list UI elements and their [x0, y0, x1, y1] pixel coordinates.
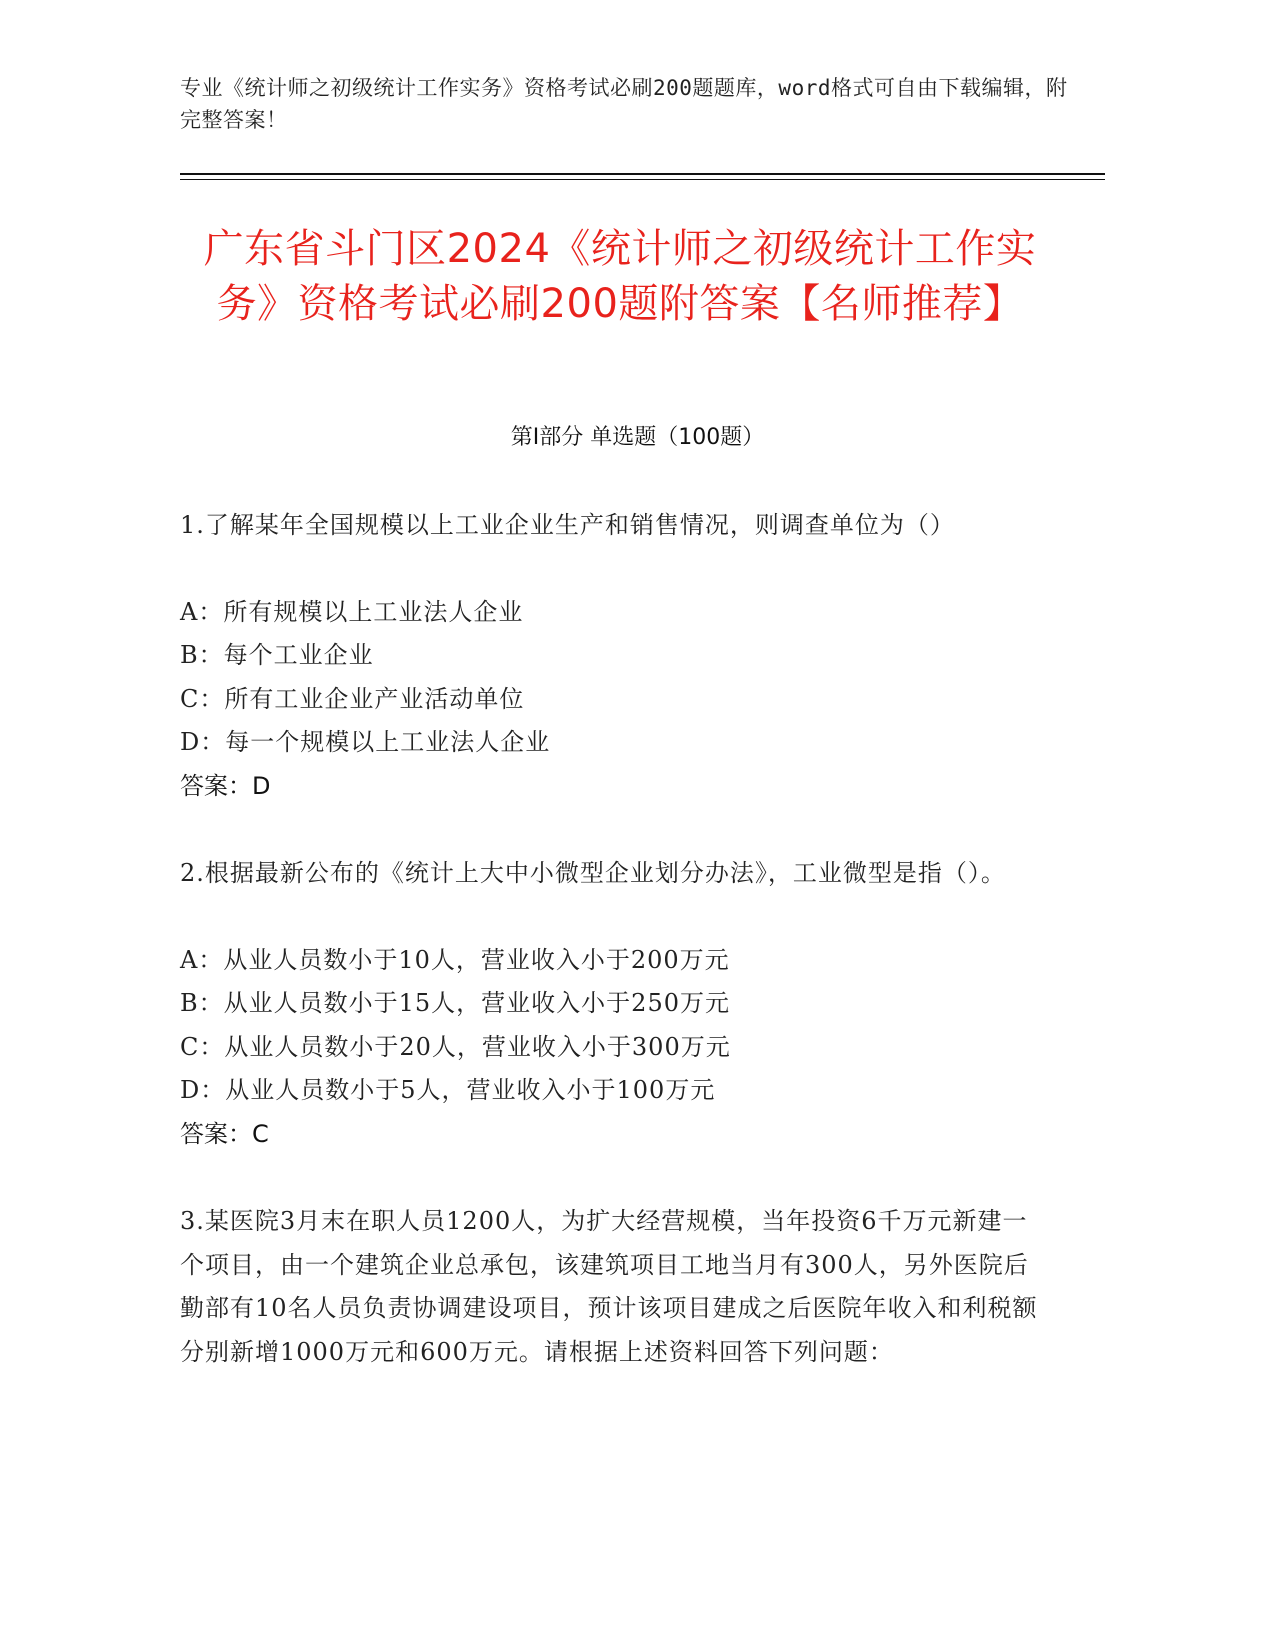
header-note: 专业《统计师之初级统计工作实务》资格考试必刷200题题库，word格式可自由下载编辑，附完整答案！ [180, 76, 1068, 132]
question-1-option-a: A：所有规模以上工业法人企业 [180, 598, 524, 626]
question-2-option-c: C：从业人员数小于20人，营业收入小于300万元 [180, 1033, 731, 1061]
question-1-stem: 1.了解某年全国规模以上工业企业生产和销售情况，则调查单位为（） [180, 511, 955, 539]
question-3-stem: 3.某医院3月末在职人员1200人，为扩大经营规模，当年投资6千万元新建一个项目，由一个建筑企业总承包，该建筑项目工地当月有300人，另外医院后勤部有10名人员负责协调建设项目，预计该项目建成之后医院年收入和利税额分别新增1000万元和600万元。请根据上述资料回答下列问题： [180, 1207, 1038, 1366]
header-divider-thin [180, 179, 1105, 180]
document-title: 广东省斗门区2024《统计师之初级统计工作实务》资格考试必刷200题附答案【名师推荐】 [203, 226, 1037, 327]
question-2-answer: 答案：C [180, 1120, 269, 1148]
question-1-option-b: B：每个工业企业 [180, 641, 374, 669]
question-2-option-a: A：从业人员数小于10人，营业收入小于200万元 [180, 946, 730, 974]
question-1-option-d: D：每一个规模以上工业法人企业 [180, 728, 551, 756]
question-2-option-d: D：从业人员数小于5人，营业收入小于100万元 [180, 1076, 716, 1104]
question-2-option-b: B：从业人员数小于15人，营业收入小于250万元 [180, 989, 730, 1017]
question-1-option-c: C：所有工业企业产业活动单位 [180, 685, 525, 713]
question-2-stem: 2.根据最新公布的《统计上大中小微型企业划分办法》，工业微型是指（）。 [180, 859, 1006, 887]
section-heading: 第I部分 单选题（100题） [510, 425, 765, 450]
question-1-answer: 答案：D [180, 772, 271, 800]
header-divider-thick [180, 173, 1105, 175]
